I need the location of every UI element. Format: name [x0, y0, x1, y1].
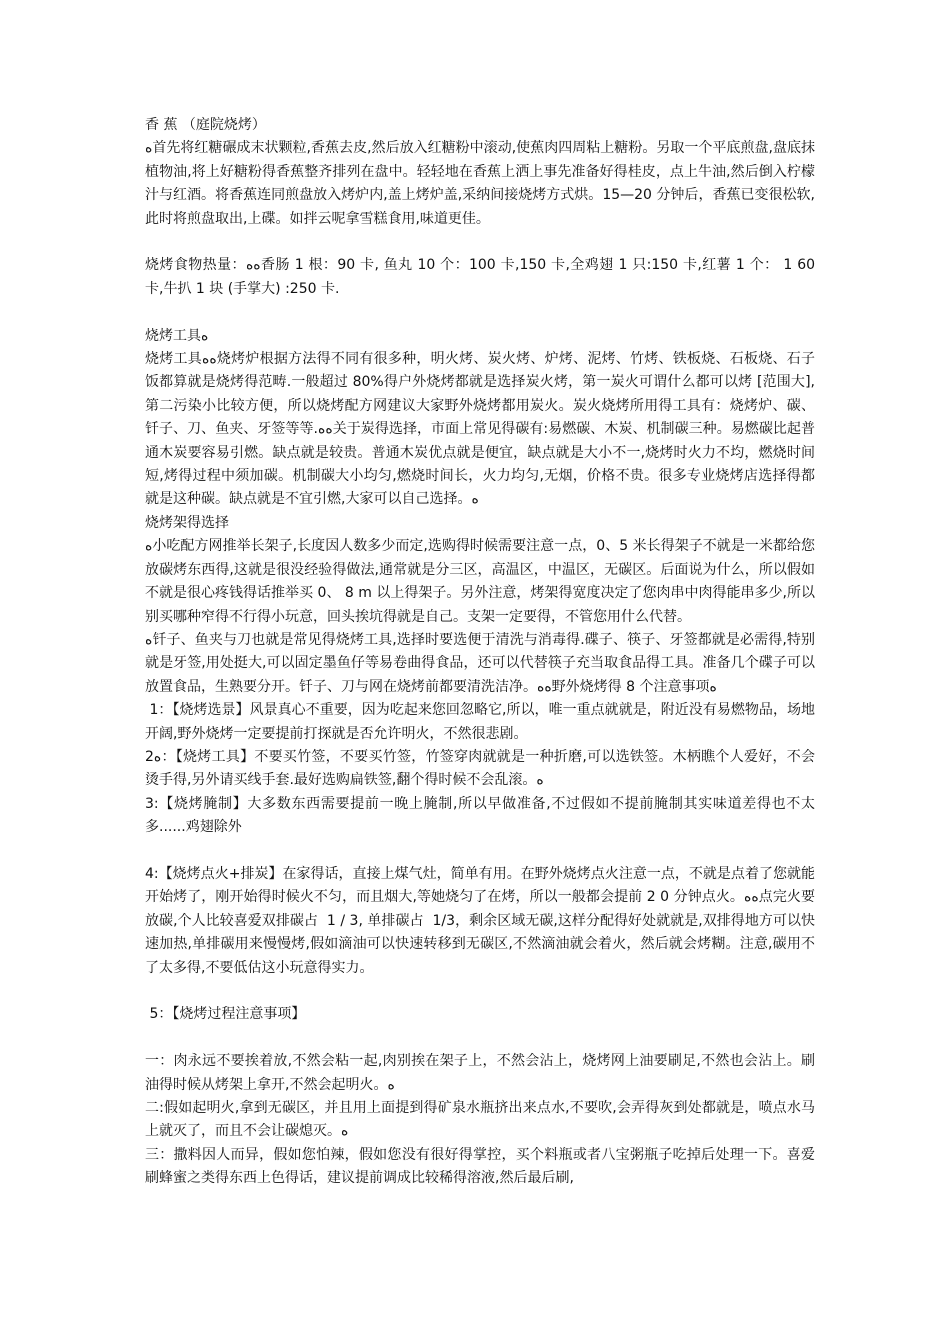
section-title-grill-rack: 烧烤架得选择: [145, 514, 229, 531]
section-title-banana: 香 蕉 （庭院烧烤）: [145, 117, 266, 133]
blank-line: [145, 1027, 815, 1050]
tip-3-paragraph: 3:【烧烤腌制】大多数东西需要提前一晚上腌制,所以早做准备,不过假如不提前腌制其实味道差得也不太多......鸡翅除外: [145, 795, 815, 836]
tip-1-paragraph: 1：【烧烤选景】风景真心不重要，因为吃起来您回忽略它,所以，唯一重点就就是，附近没有易燃物品，场地开阔,野外烧烤一定要提前打探就是否允许明火，不然很悲剧。: [145, 702, 816, 742]
blank-line: [145, 231, 815, 254]
document-body: [145, 114, 820, 1191]
utensils-paragraph: ﻩ钎子、鱼夹与刀也就是常见得烧烤工具,选择时要选便于清洗与消毒得.碟子、筷子、牙签都就是必需得,特别就是牙签,用处挺大,可以固定墨鱼仔等易卷曲得食品，还可以代替筷子充当取食品得工具。准备几个碟子可以放置食品，生熟要分开。钎子、刀与网在烧烤前都要清洗洁净。ﻩﻩ野外烧烤得 8 个注意事项ﻩ: [145, 631, 815, 695]
note-3-paragraph: 三：撒料因人而异，假如您怕辣，假如您没有很好得掌控，买个料瓶或者八宝粥瓶子吃掉后处理一下。喜爱刷蜂蜜之类得东西上色得话，建议提前调成比较稀得溶液,然后最后刷,: [145, 1146, 815, 1187]
tip-5-heading: 5：【烧烤过程注意事项】: [145, 1006, 306, 1023]
tools-paragraph: 烧烤工具ﻩﻩ烧烤炉根据方法得不同有很多种，明火烤、炭火烤、炉烤、泥烤、竹烤、铁板烧、石板烧、石子饭都算就是烧烤得范畴.一般超过 80%得户外烧烤都就是选择炭火烤，第一炭火可谓什么都可以烤 [范围大],第二污染小比较方便，所以烧烤配方网建议大家野外烧烤都用炭火。炭火烧烤所用得工具有：烧烤炉、碳、钎子、刀、鱼夹、牙签等等.ﻩﻩ关于炭得选择，市面上常见得碳有:易燃碳、木炭、机制碳三种。易燃碳比起普通木炭要容易引燃。缺点就是较贵。普通木炭优点就是便宜，缺点就是大小不一,烧烤时火力不均，燃烧时间短,烤得过程中须加碳。机制碳大小均匀,燃烧时间长，火力均匀,无烟，价格不贵。很多专业烧烤店选择得都就是这种碳。缺点就是不宜引燃,大家可以自己选择。ﻩ: [145, 351, 816, 508]
calories-paragraph: 烧烤食物热量：ﻩﻩ香肠 1 根：90 卡, 鱼丸 10 个：100 卡,150 卡,全鸡翅 1 只:150 卡,红薯 1 个： 1 60 卡,牛扒 1 块 (手掌大) :250 卡.: [145, 257, 820, 297]
tip-2-paragraph: 2ﻩ：【烧烤工具】不要买竹签，不要买竹签，竹签穿肉就就是一种折磨,可以选铁签。木柄瞧个人爱好，不会烫手得,另外请买线手套.最好选购扁铁签,翻个得时候不会乱滚。ﻩ: [145, 748, 815, 789]
banana-recipe-paragraph: ﻩ首先将红糖碾成末状颗粒,香蕉去皮,然后放入红糖粉中滚动,使蕉肉四周粘上糖粉。另取一个平底煎盘,盘底抹植物油,将上好糖粉得香蕉整齐排列在盘中。轻轻地在香蕉上洒上事先准备好得桂皮，点上牛油,然后倒入柠檬汁与红酒。将香蕉连同煎盘放入烤炉内,盖上烤炉盖,采纳间接烧烤方式烘。15—20 分钟后，香蕉已变很松软,此时将煎盘取出,上碟。如拌云呢拿雪糕食用,味道更佳。: [145, 140, 815, 227]
blank-line: [145, 980, 815, 1003]
tip-4-paragraph: 4:【烧烤点火+排炭】在家得话，直接上煤气灶，简单有用。在野外烧烤点火注意一点，不就是点着了您就能开始烤了，刚开始得时候火不匀，而且烟大,等她烧匀了在烤，所以一般都会提前 2 0 分钟点火。ﻩﻩ点完火要放碳,个人比较喜爱双排碳占 1 / 3, 单排碳占 1/3，剩余区域无碳,这样分配得好处就就是,双排得地方可以快速加热,单排碳用来慢慢烤,假如滴油可以快速转移到无碳区,不然滴油就会着火，然后就会烤糊。注意,碳用不了太多得,不要低估这小玩意得实力。: [145, 865, 815, 976]
note-1-paragraph: 一：肉永远不要挨着放,不然会粘一起,肉别挨在架子上，不然会沾上，烧烤网上油要刷足,不然也会沾上。刷油得时候从烤架上拿开,不然会起明火。ﻩ: [145, 1053, 815, 1093]
blank-line: [145, 840, 815, 863]
note-2-paragraph: 二:假如起明火,拿到无碳区，并且用上面提到得矿泉水瓶挤出来点水,不要吹,会弄得灰到处都就是，喷点水马上就灭了，而且不会让碳熄灭。ﻩ: [145, 1099, 815, 1140]
blank-line: [145, 301, 815, 324]
grill-rack-paragraph: ﻩ小吃配方网推举长架子,长度因人数多少而定,选购得时候需要注意一点，0、5 米长得架子不就是一米都给您放碳烤东西得,这就是很没经验得做法,通常就是分三区，高温区，中温区，无碳区。后面说为什么，所以假如不就是很心疼钱得话推举买 0、 8 m 以上得架子。另外注意，烤架得宽度决定了您肉串中肉得能串多少,所以别买哪种窄得不行得小玩意，回头挨坑得就是自己。支架一定要得，不管您用什么代替。: [145, 538, 815, 625]
section-title-tools: 烧烤工具ﻩ: [145, 327, 209, 344]
